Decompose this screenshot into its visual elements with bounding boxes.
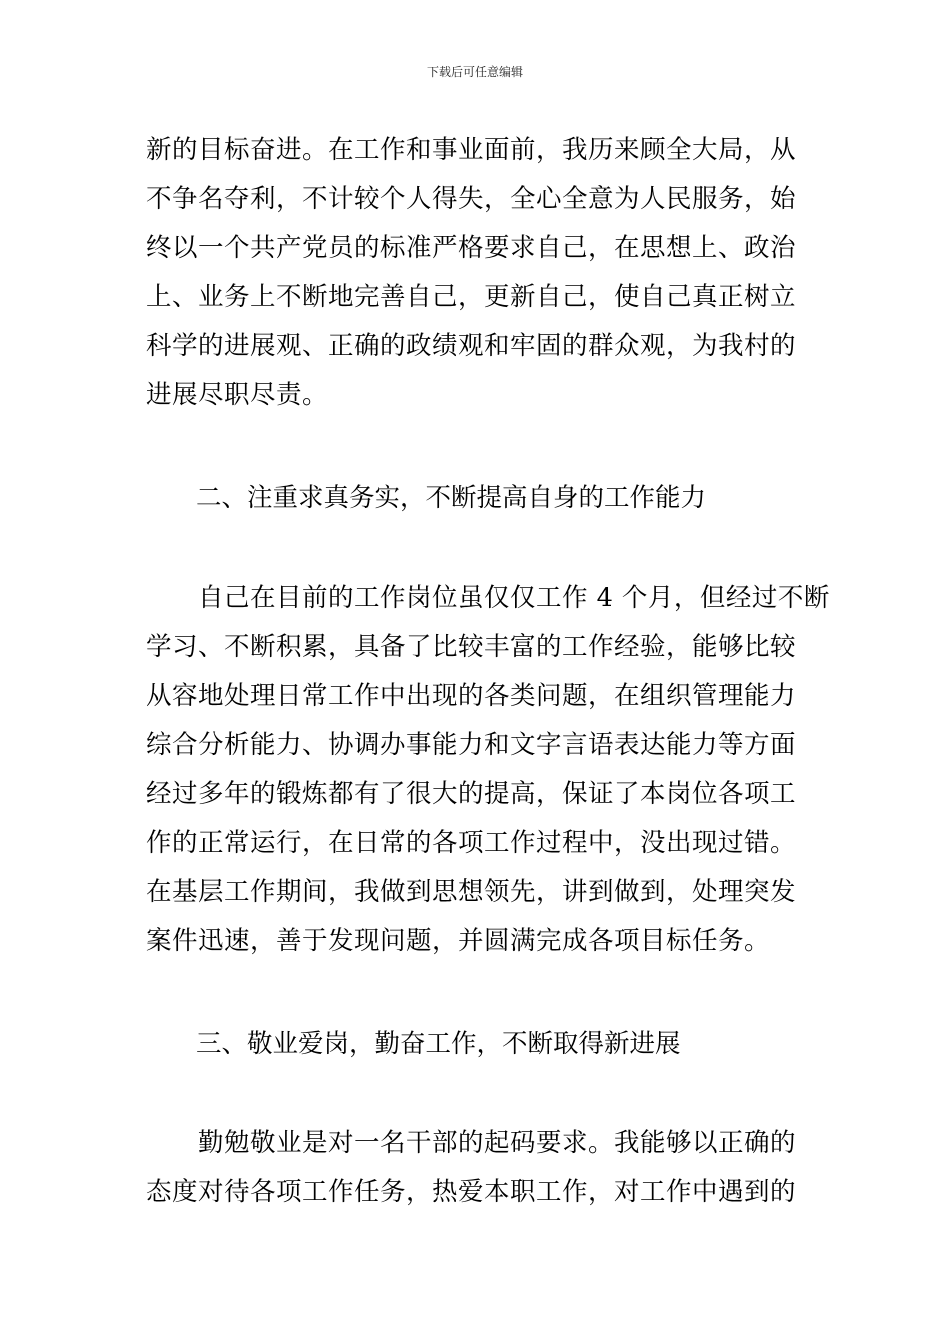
paragraph-line: 在基层工作期间，我做到思想领先，讲到做到，处理突发 xyxy=(146,877,797,907)
paragraph-line: 进展尽职尽责。 xyxy=(146,380,329,410)
section-heading-2: 二、注重求真务实，不断提高自身的工作能力 xyxy=(196,483,707,513)
paragraph-line: 作的正常运行，在日常的各项工作过程中，没出现过错。 xyxy=(146,828,797,858)
paragraph-2 xyxy=(146,574,830,966)
paragraph-line: 终以一个共产党员的标准严格要求自己，在思想上、政治 xyxy=(146,233,797,263)
paragraph-3 xyxy=(146,1119,808,1217)
paragraph-line: 案件迅速，善于发现问题，并圆满完成各项目标任务。 xyxy=(146,926,771,956)
paragraph-line: 上、业务上不断地完善自己，更新自己，使自己真正树立 xyxy=(146,282,797,312)
paragraph-line: 勤勉敬业是对一名干部的起码要求。我能够以正确的 xyxy=(146,1128,797,1158)
paragraph-line: 学习、不断积累，具备了比较丰富的工作经验，能够比较 xyxy=(146,632,797,662)
paragraph-line: 不争名夺利，不计较个人得失，全心全意为人民服务，始 xyxy=(146,184,797,214)
paragraph-1 xyxy=(146,126,808,420)
paragraph-line: 自己在目前的工作岗位虽仅仅工作 4 个月，但经过不断 xyxy=(146,583,830,613)
paragraph-line: 态度对待各项工作任务，热爱本职工作，对工作中遇到的 xyxy=(146,1177,797,1207)
section-heading-3: 三、敬业爱岗，勤奋工作，不断取得新进展 xyxy=(196,1029,681,1059)
paragraph-line: 科学的进展观、正确的政绩观和牢固的群众观，为我村的 xyxy=(146,331,797,361)
paragraph-line: 新的目标奋进。在工作和事业面前，我历来顾全大局，从 xyxy=(146,135,797,165)
paragraph-line: 从容地处理日常工作中出现的各类问题，在组织管理能力 xyxy=(146,681,797,711)
header-note: 下载后可任意编辑 xyxy=(426,65,523,79)
paragraph-line: 经过多年的锻炼都有了很大的提高，保证了本岗位各项工 xyxy=(146,779,797,809)
paragraph-line: 综合分析能力、协调办事能力和文字言语表达能力等方面 xyxy=(146,730,797,760)
